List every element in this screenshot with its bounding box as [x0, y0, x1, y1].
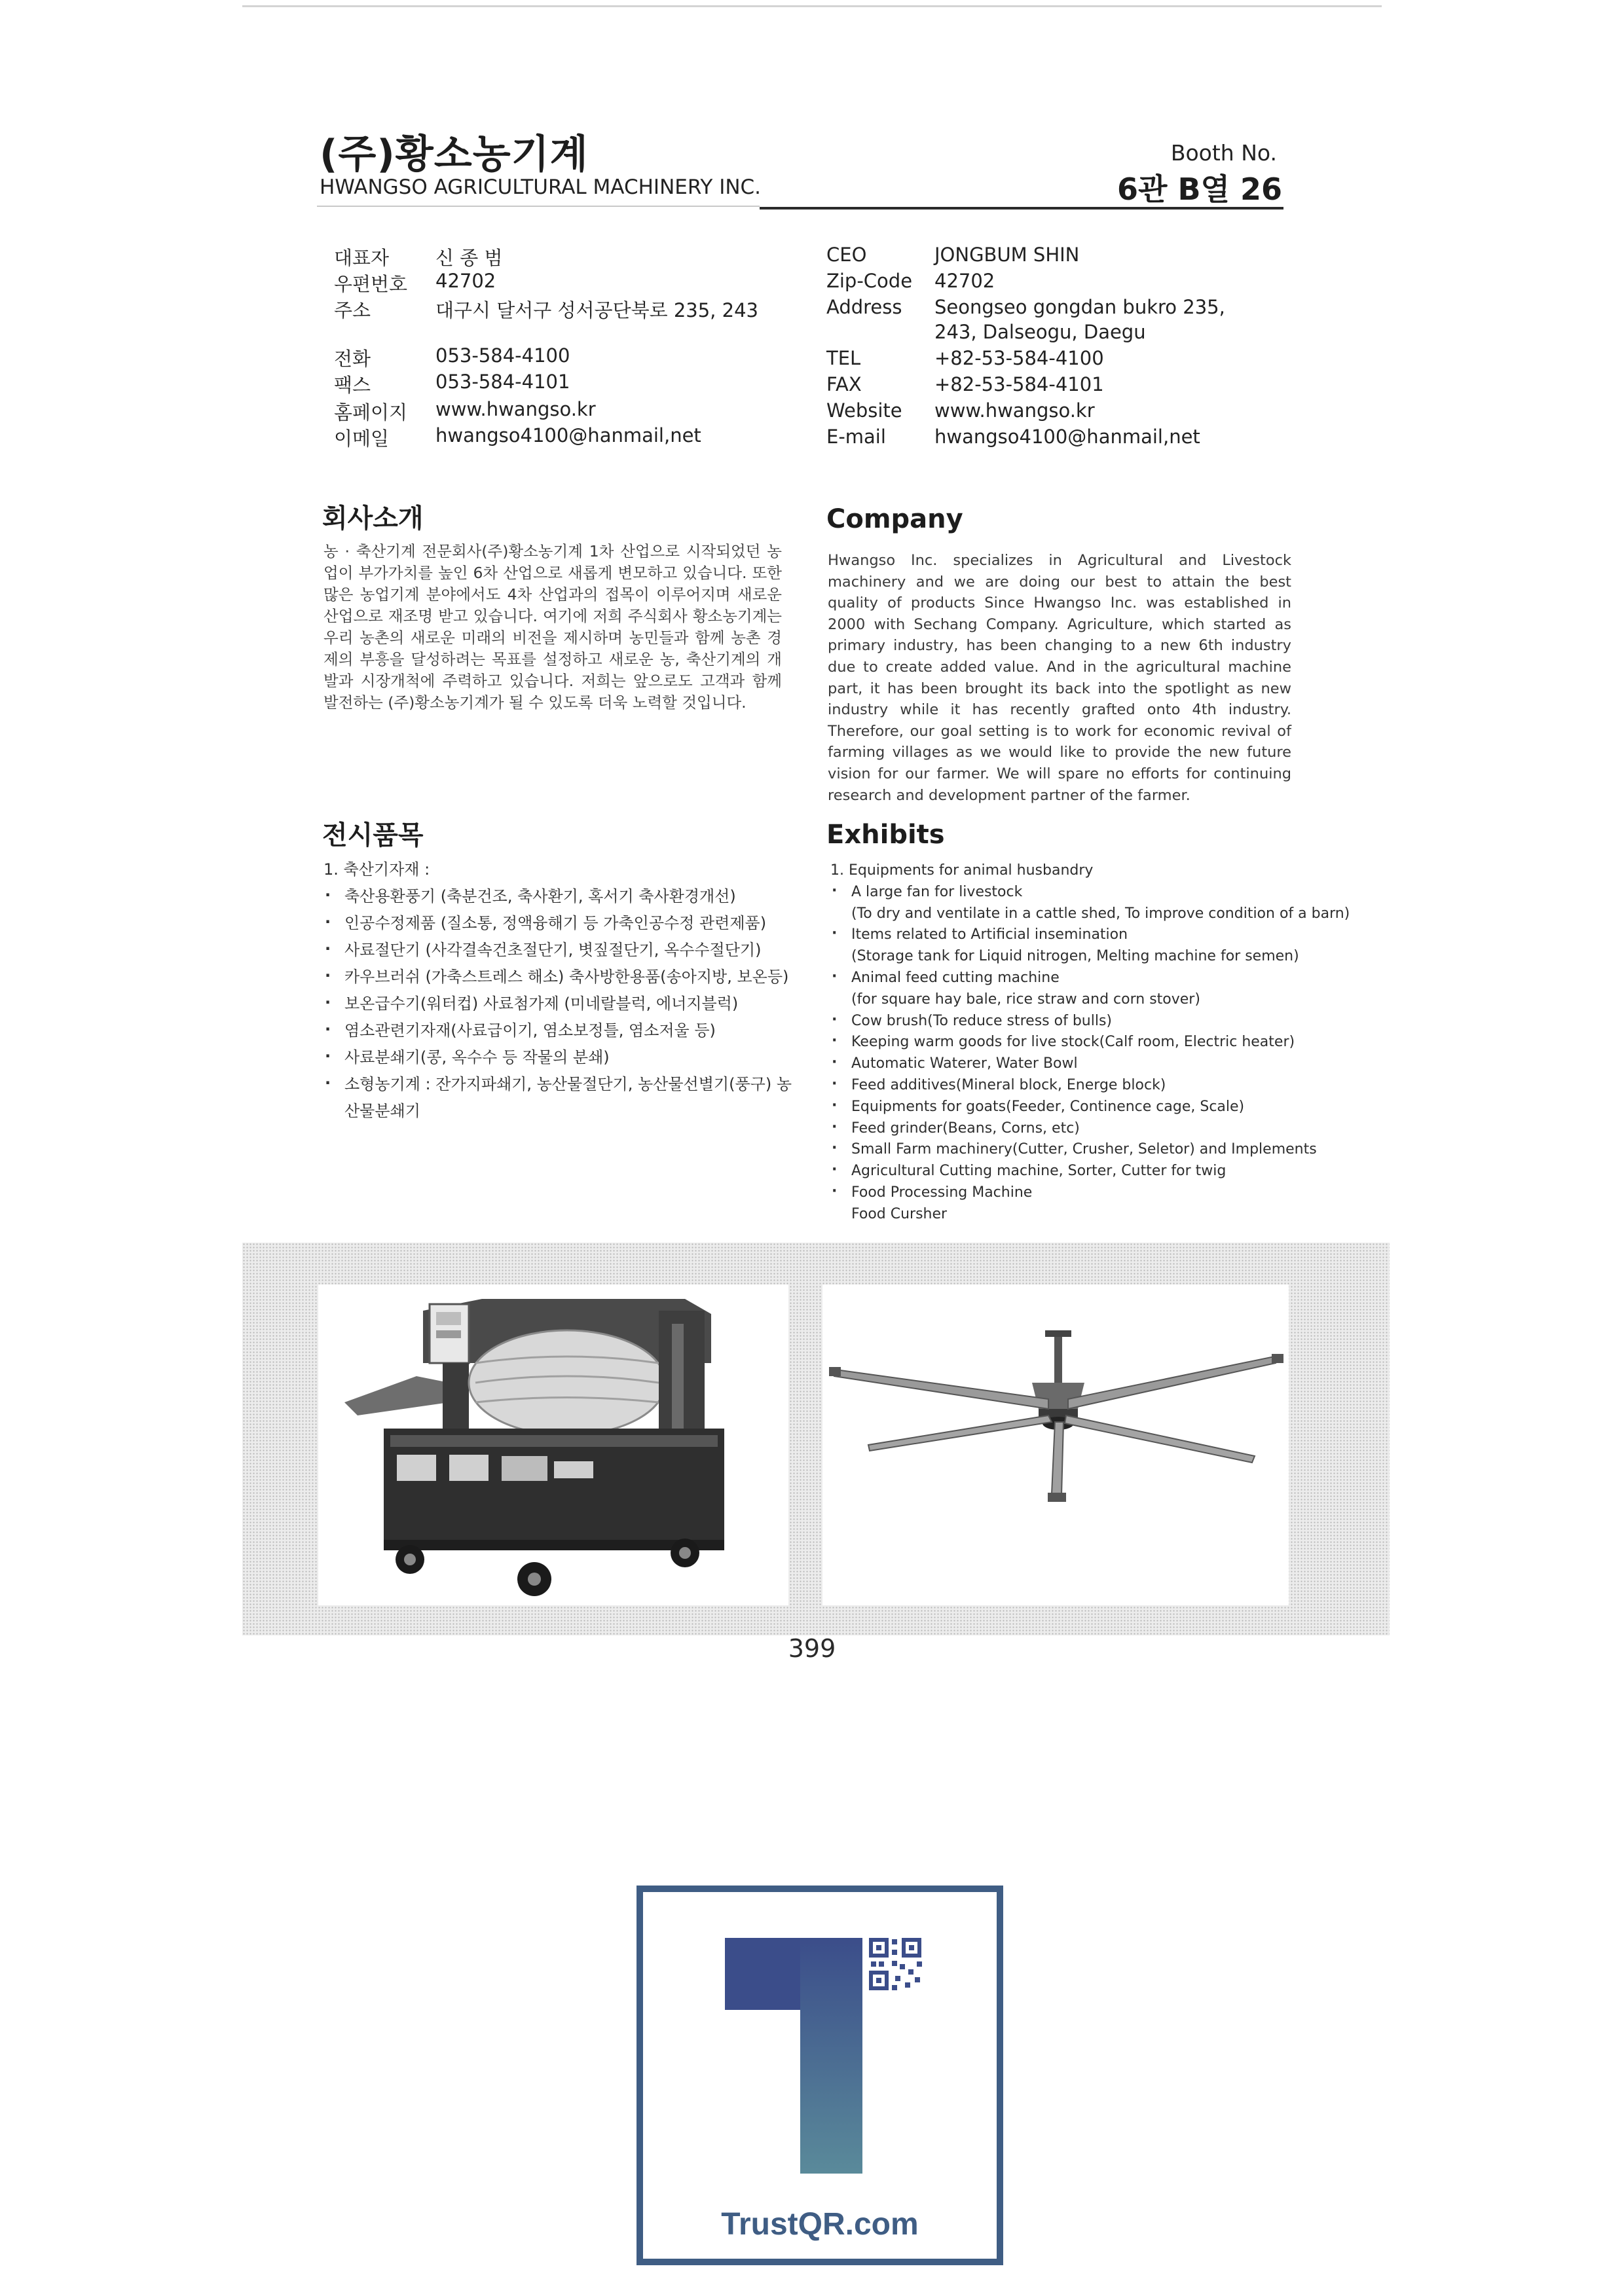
page-number: 399: [788, 1634, 836, 1663]
contact-kr-value: 신 종 범: [435, 247, 503, 269]
trustqr-badge[interactable]: [637, 1886, 1003, 2265]
contact-kr-label: 전화: [334, 348, 371, 370]
exhibit-item: · Feed grinder(Beans, Corns, etc): [830, 1118, 1328, 1140]
contact-en-value: hwangso4100@hanmail,net: [934, 426, 1200, 448]
contact-en-value: 42702: [934, 270, 995, 292]
exhibit-item: · Animal feed cutting machine: [830, 968, 1328, 989]
contact-kr-label: 팩스: [334, 374, 371, 396]
feed-cutter-machine-photo: [318, 1285, 788, 1605]
contact-en-value: JONGBUM SHIN: [934, 244, 1080, 266]
contact-kr-value: hwangso4100@hanmail,net: [435, 424, 701, 446]
contact-en-label: Website: [826, 399, 902, 422]
exhibit-item: · 보온급수기(워터컵) 사료첨가제 (미네랄블럭, 에너지블럭): [323, 991, 808, 1017]
exhibits-list-korean: [323, 856, 808, 1125]
exhibit-item: · Food Processing Machine: [830, 1182, 1328, 1204]
exhibit-item: 산물분쇄기: [344, 1102, 420, 1120]
exhibit-item: 1. 축산기자재 :: [323, 860, 430, 879]
intro-title-korean: 회사소개: [322, 503, 424, 534]
top-rule: [242, 5, 1382, 7]
intro-title-english: Company: [826, 504, 963, 534]
exhibit-item: · Cow brush(To reduce stress of bulls): [830, 1011, 1328, 1032]
header-rule: [760, 207, 1283, 210]
exhibits-list-english: [830, 860, 1350, 1226]
exhibit-item: · Agricultural Cutting machine, Sorter, Cutter for twig: [830, 1161, 1328, 1182]
company-name-english: HWANGSO AGRICULTURAL MACHINERY INC.: [320, 175, 762, 199]
contact-en-label: Address: [826, 296, 902, 318]
exhibit-item: · Automatic Waterer, Water Bowl: [830, 1053, 1328, 1075]
booth-label: Booth No.: [1170, 140, 1277, 166]
contact-en-value: www.hwangso.kr: [934, 399, 1095, 422]
exhibit-item: · 축산용환풍기 (축분건조, 축사환기, 혹서기 축사환경개선): [323, 883, 808, 910]
contact-kr-label: 대표자: [334, 247, 390, 269]
contact-kr-label: 이메일: [334, 428, 390, 450]
company-name-korean: (주)황소농기계: [320, 132, 589, 177]
contact-en-value: +82-53-584-4100: [934, 347, 1104, 369]
exhibit-item: · Items related to Artificial insemination: [830, 924, 1328, 946]
exhibit-item: · Small Farm machinery(Cutter, Crusher, Seletor) and Implements: [830, 1139, 1328, 1161]
intro-text-korean: 농 · 축산기계 전문회사(주)황소농기계 1차 산업으로 시작되었던 농업이 부가가치를 높인 6차 산업으로 새롭게 변모하고 있습니다. 또한 많은 농업기계 분야에서도 4차 산업과의 접목이 이루어지며 새로운 산업으로 재조명 받고 있습니다. 여기에 저희 주식회사 황소농기계는 우리 농촌의 새로운 미래의 비전을 제시하며 농민들과 함께 농촌 경제의 부흥을 달성하려는 목표를 설정하고 새로운 농, 축산기계의 개발과 시장개척에 주력하고 있습니다. 저희는 앞으로도 고객과 함께 발전하는 (주)황소농기계가 될 수 있도록 더욱 노력할 것입니다.: [323, 542, 782, 712]
contact-en-label: FAX: [826, 373, 862, 395]
exhibit-item: · Equipments for goats(Feeder, Continence cage, Scale): [830, 1097, 1328, 1118]
contact-kr-label: 우편번호: [334, 273, 408, 295]
exhibit-item: · A large fan for livestock: [830, 882, 1328, 903]
intro-text-english: Hwangso Inc. specializes in Agricultural and Livestock machinery and we are doing our best to attain the best quality of products Since Hwangso Inc. was established in 2000 with Sechang Company. Agriculture, which started as primary industry, has been changing to a new 6th industry due to create added value. And in the agricultural machine part, it has been brought its back into the spotlight as new industry while it has recently grafted onto 4th industry. Therefore, our goal setting is to work for economic revival of farming villages as we would like to provide the new future vision for our farmer. We will spare no efforts for continuing research and development partner of the farmer.: [828, 552, 1291, 804]
exhibit-item: · Feed additives(Mineral block, Energe block): [830, 1075, 1328, 1097]
exhibit-item: (for square hay bale, rice straw and corn stover): [851, 991, 1200, 1008]
contact-en-value: Seongseo gongdan bukro 235,: [934, 296, 1225, 318]
exhibit-item: · 인공수정제품 (질소통, 정액융해기 등 가축인공수정 관련제품): [323, 910, 808, 937]
contact-kr-value: 053-584-4101: [435, 371, 570, 393]
exhibit-item: · Keeping warm goods for live stock(Calf room, Electric heater): [830, 1032, 1328, 1053]
exhibits-title-korean: 전시품목: [322, 820, 424, 850]
livestock-fan-photo: [822, 1285, 1289, 1605]
exhibits-title-english: Exhibits: [826, 820, 945, 850]
contact-kr-value: 053-584-4100: [435, 344, 570, 367]
contact-kr-label: 홈페이지: [334, 401, 408, 424]
contact-kr-value: 42702: [435, 270, 496, 292]
contact-en-label: CEO: [826, 244, 867, 266]
contact-en-label: Zip-Code: [826, 270, 913, 292]
contact-kr-label: 주소: [334, 299, 371, 321]
exhibit-item: · 사료절단기 (사각결속건초절단기, 볏짚절단기, 옥수수절단기): [323, 937, 808, 964]
exhibit-item: · 염소관련기자재(사료급이기, 염소보정틀, 염소저울 등): [323, 1017, 808, 1044]
exhibit-item: 1. Equipments for animal husbandry: [830, 862, 1094, 879]
exhibit-item: · 카우브러쉬 (가축스트레스 해소) 축사방한용품(송아지방, 보온등): [323, 964, 808, 991]
contact-en-value: +82-53-584-4101: [934, 373, 1104, 395]
contact-en-label: E-mail: [826, 426, 886, 448]
header-rule-light: [317, 206, 760, 207]
contact-kr-value: www.hwangso.kr: [435, 398, 596, 420]
booth-number: 6관 B열 26: [1117, 172, 1282, 207]
exhibit-item: Food Cursher: [851, 1205, 948, 1222]
contact-info-korean: [334, 244, 792, 466]
exhibit-item: (To dry and ventilate in a cattle shed, To improve condition of a barn): [851, 905, 1350, 922]
exhibit-item: (Storage tank for Liquid nitrogen, Melting machine for semen): [851, 948, 1299, 965]
trustqr-link-text[interactable]: TrustQR.com: [721, 2207, 919, 2242]
trustqr-logo-icon: [643, 1892, 997, 2259]
contact-en-value: 243, Dalseogu, Daegu: [934, 321, 1146, 343]
exhibit-item: · 소형농기계 : 잔가지파쇄기, 농산물절단기, 농산물선별기(풍구) 농: [323, 1071, 808, 1098]
contact-en-label: TEL: [826, 347, 861, 369]
contact-info-english: [826, 244, 1324, 466]
exhibit-item: · 사료분쇄기(콩, 옥수수 등 작물의 분쇄): [323, 1044, 808, 1071]
contact-kr-value: 대구시 달서구 성서공단북로 235, 243: [435, 299, 758, 321]
